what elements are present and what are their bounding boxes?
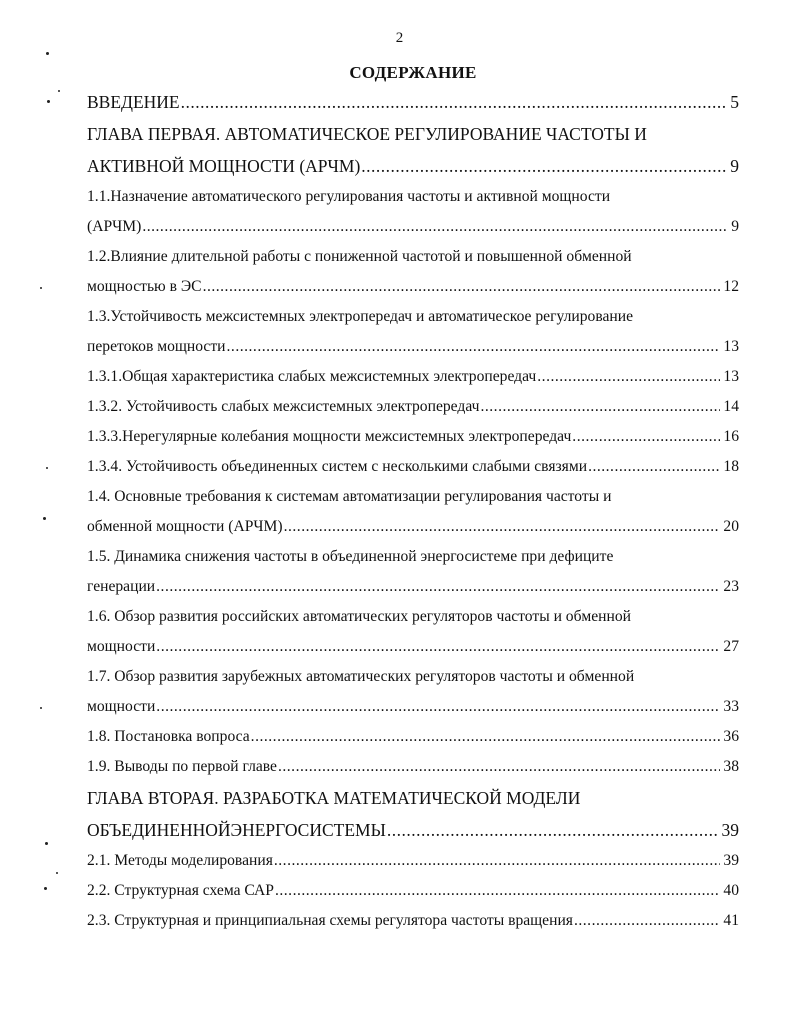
toc-line bbox=[87, 362, 739, 392]
scan-speck bbox=[43, 517, 46, 520]
toc-page-number: 12 bbox=[723, 278, 739, 295]
toc-line bbox=[87, 512, 739, 542]
toc-entry-text: 1.1.Назначение автоматического регулирования частоты и активной мощности bbox=[87, 188, 611, 205]
toc-entry bbox=[87, 846, 739, 876]
toc-line bbox=[87, 182, 739, 212]
toc-line bbox=[87, 782, 739, 814]
toc-entry bbox=[87, 752, 739, 782]
scan-speck bbox=[47, 100, 50, 103]
toc-entry-text: 2.3. Структурная и принципиальная схемы регулятора частоты вращения bbox=[87, 912, 573, 929]
toc-entry-text: 1.8. Постановка вопроса bbox=[87, 728, 250, 745]
dot-leader bbox=[275, 876, 720, 906]
page-number: 2 bbox=[395, 30, 404, 46]
scan-speck bbox=[46, 52, 49, 55]
toc-entry-text: 1.3.4. Устойчивость объединенных систем с несколькими слабыми связями bbox=[87, 458, 588, 475]
toc-line bbox=[87, 542, 739, 572]
toc-page-number: 39 bbox=[721, 820, 739, 840]
toc-entry-text: 1.9. Выводы по первой главе bbox=[87, 758, 277, 775]
toc-entry-text: 1.6. Обзор развития российских автоматических регуляторов частоты и обменной bbox=[87, 608, 632, 625]
toc-page-number: 38 bbox=[723, 758, 739, 775]
toc-entry bbox=[87, 482, 739, 542]
toc-line bbox=[87, 632, 739, 662]
toc-entry-text: ВВЕДЕНИЕ bbox=[87, 92, 180, 112]
toc-entry-text: 1.3.Устойчивость межсистемных электропередач и автоматическое регулирование bbox=[87, 308, 634, 325]
scan-speck bbox=[40, 287, 42, 289]
toc-line bbox=[87, 392, 739, 422]
toc-page-number: 23 bbox=[723, 578, 739, 595]
toc-entry-text: 1.7. Обзор развития зарубежных автоматических регуляторов частоты и обменной bbox=[87, 668, 635, 685]
toc-entry-text: обменной мощности (АРЧМ) bbox=[87, 518, 283, 535]
dot-leader bbox=[227, 332, 721, 362]
toc-line bbox=[87, 752, 739, 782]
toc-line bbox=[87, 332, 739, 362]
toc-entry bbox=[87, 182, 739, 242]
toc-entry-text: мощности bbox=[87, 638, 156, 655]
toc-line bbox=[87, 150, 739, 182]
toc-page-number: 14 bbox=[723, 398, 739, 415]
scan-speck bbox=[45, 842, 48, 845]
scan-speck bbox=[44, 887, 47, 890]
toc-entry-text: ГЛАВА ВТОРАЯ. РАЗРАБОТКА МАТЕМАТИЧЕСКОЙ МОДЕЛИ bbox=[87, 788, 581, 808]
toc-entry bbox=[87, 906, 739, 936]
toc-line bbox=[87, 722, 739, 752]
toc-entry bbox=[87, 662, 739, 722]
toc-entry-text: 1.5. Динамика снижения частоты в объединенной энергосистеме при дефиците bbox=[87, 548, 614, 565]
table-of-contents bbox=[87, 86, 739, 936]
toc-entry bbox=[87, 782, 739, 846]
dot-leader bbox=[387, 814, 719, 846]
toc-title: СОДЕРЖАНИЕ bbox=[349, 63, 477, 82]
toc-page-number: 40 bbox=[723, 882, 739, 899]
toc-entry bbox=[87, 392, 739, 422]
scan-speck bbox=[40, 707, 42, 709]
toc-entry-text: 2.1. Методы моделирования bbox=[87, 852, 273, 869]
dot-leader bbox=[181, 86, 728, 118]
dot-leader bbox=[284, 512, 721, 542]
toc-entry-text: 1.3.2. Устойчивость слабых межсистемных электропередач bbox=[87, 398, 480, 415]
dot-leader bbox=[278, 752, 720, 782]
toc-entry-text: мощности bbox=[87, 698, 156, 715]
toc-line bbox=[87, 876, 739, 906]
toc-line bbox=[87, 482, 739, 512]
toc-page-number: 16 bbox=[723, 428, 739, 445]
toc-line bbox=[87, 602, 739, 632]
toc-entry-text: 2.2. Структурная схема САР bbox=[87, 882, 274, 899]
toc-entry-text: АКТИВНОЙ МОЩНОСТИ (АРЧМ) bbox=[87, 156, 361, 176]
toc-line bbox=[87, 422, 739, 452]
toc-page-number: 20 bbox=[723, 518, 739, 535]
scan-speck bbox=[46, 467, 48, 469]
toc-line bbox=[87, 572, 739, 602]
toc-entry bbox=[87, 118, 739, 182]
toc-entry bbox=[87, 362, 739, 392]
toc-line bbox=[87, 302, 739, 332]
toc-line bbox=[87, 272, 739, 302]
dot-leader bbox=[142, 212, 728, 242]
toc-page-number: 9 bbox=[730, 156, 739, 176]
toc-entry-text: (АРЧМ) bbox=[87, 218, 142, 235]
dot-leader bbox=[251, 722, 721, 752]
toc-page-number: 13 bbox=[723, 338, 739, 355]
toc-page-number: 9 bbox=[731, 218, 739, 235]
toc-entry bbox=[87, 242, 739, 302]
toc-entry bbox=[87, 602, 739, 662]
toc-line bbox=[87, 814, 739, 846]
dot-leader bbox=[274, 846, 721, 876]
toc-entry-text: 1.2.Влияние длительной работы с пониженной частотой и повышенной обменной bbox=[87, 248, 632, 265]
toc-line bbox=[87, 662, 739, 692]
toc-page-number: 41 bbox=[723, 912, 739, 929]
dot-leader bbox=[574, 906, 720, 936]
toc-entry bbox=[87, 422, 739, 452]
toc-entry bbox=[87, 722, 739, 752]
toc-line bbox=[87, 86, 739, 118]
toc-page-number: 39 bbox=[723, 852, 739, 869]
toc-line bbox=[87, 846, 739, 876]
dot-leader bbox=[156, 572, 720, 602]
toc-entry bbox=[87, 86, 739, 118]
dot-leader bbox=[156, 692, 720, 722]
toc-entry bbox=[87, 302, 739, 362]
toc-line bbox=[87, 452, 739, 482]
toc-page-number: 13 bbox=[723, 368, 739, 385]
toc-entry bbox=[87, 876, 739, 906]
toc-page-number: 5 bbox=[730, 92, 739, 112]
dot-leader bbox=[588, 452, 720, 482]
toc-page-number: 18 bbox=[723, 458, 739, 475]
toc-entry-text: генерации bbox=[87, 578, 156, 595]
toc-entry-text: мощностью в ЭС bbox=[87, 278, 202, 295]
dot-leader bbox=[203, 272, 721, 302]
toc-line bbox=[87, 242, 739, 272]
toc-entry bbox=[87, 452, 739, 482]
toc-page-number: 36 bbox=[723, 728, 739, 745]
toc-entry-text: 1.4. Основные требования к системам автоматизации регулирования частоты и bbox=[87, 488, 612, 505]
toc-page-number: 27 bbox=[723, 638, 739, 655]
toc-entry-text: 1.3.3.Нерегулярные колебания мощности межсистемных электропередач bbox=[87, 428, 572, 445]
toc-entry-text: 1.3.1.Общая характеристика слабых межсистемных электропередач bbox=[87, 368, 537, 385]
scan-speck bbox=[58, 90, 60, 92]
dot-leader bbox=[480, 392, 720, 422]
toc-entry bbox=[87, 542, 739, 602]
dot-leader bbox=[572, 422, 720, 452]
toc-line bbox=[87, 692, 739, 722]
dot-leader bbox=[156, 632, 720, 662]
dot-leader bbox=[537, 362, 720, 392]
scan-speck bbox=[56, 872, 58, 874]
dot-leader bbox=[361, 150, 727, 182]
toc-entry-text: перетоков мощности bbox=[87, 338, 226, 355]
toc-entry-text: ГЛАВА ПЕРВАЯ. АВТОМАТИЧЕСКОЕ РЕГУЛИРОВАНИЕ ЧАСТОТЫ И bbox=[87, 124, 647, 144]
toc-page-number: 33 bbox=[723, 698, 739, 715]
toc-line bbox=[87, 906, 739, 936]
toc-line bbox=[87, 212, 739, 242]
toc-line bbox=[87, 118, 739, 150]
toc-entry-text: ОБЪЕДИНЕННОЙЭНЕРГОСИСТЕМЫ bbox=[87, 820, 386, 840]
